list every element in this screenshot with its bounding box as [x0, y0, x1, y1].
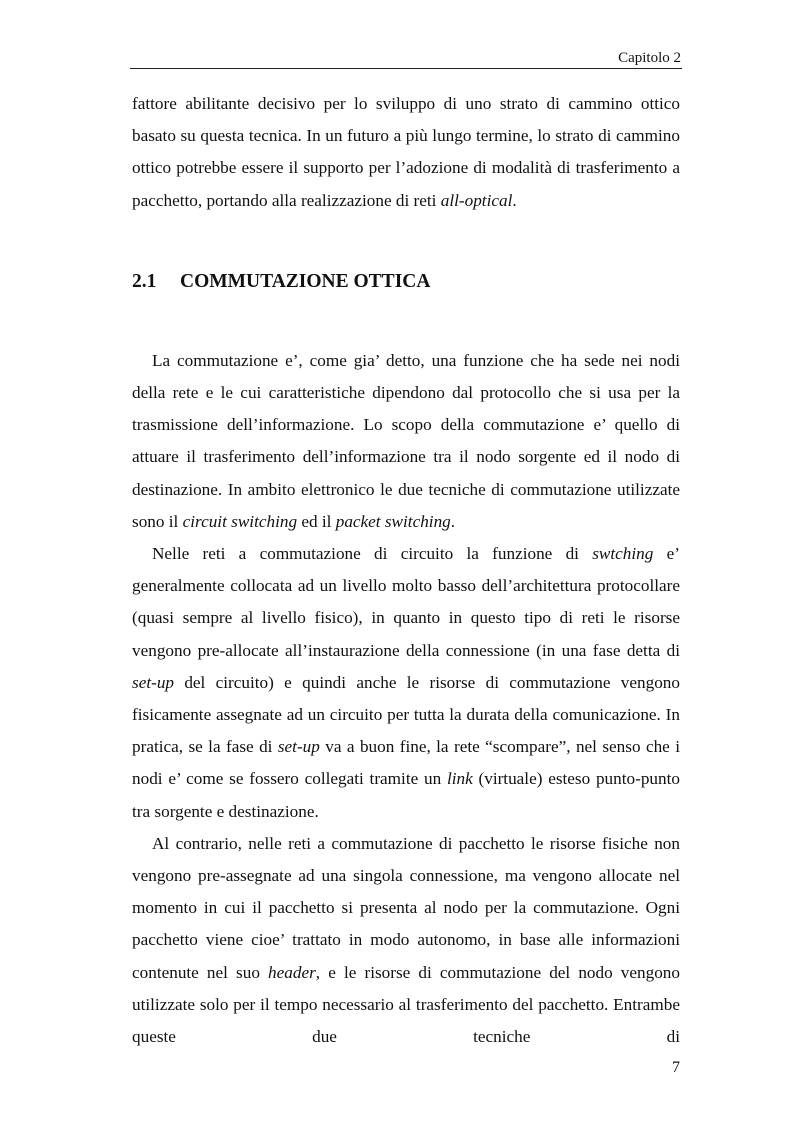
- section-number: 2.1: [132, 270, 157, 292]
- text-run: fattore abilitante decisivo per lo sviluppo di uno strato di cammino ottico basato su questa tecnica. In un futuro a più lungo termine, lo strato di cammino ottico potrebbe essere il supporto per l’adozione di modalità di trasferimento a pacchetto, portando alla realizzazione di reti: [132, 94, 680, 210]
- running-header: Capitolo 2: [618, 50, 681, 66]
- text-run: Nelle reti a commutazione di circuito la funzione di: [152, 544, 593, 564]
- text-run: (virtuale) esteso punto-punto tra sorgente e destinazione.: [132, 769, 680, 821]
- italic-term: swtching: [592, 544, 654, 564]
- text-run: del circuito) e quindi anche le risorse di commutazione vengono fisicamente assegnate ad un circuito per tutta la durata della comunicazione. In pratica, se la fase di: [132, 672, 680, 757]
- page-number: 7: [672, 1059, 680, 1076]
- paragraph: [132, 538, 680, 828]
- italic-term: header: [268, 962, 316, 982]
- text-run: va a buon fine, la rete “scompare”, nel senso che i nodi e’ come se fossero collegati tramite un: [132, 737, 680, 789]
- paragraph: [132, 88, 680, 217]
- italic-term: circuit switching: [182, 511, 298, 531]
- text-run: ed il: [297, 511, 336, 531]
- section-heading: [132, 269, 680, 295]
- text-run: e’ generalmente collocata ad un livello molto basso dell’architettura protocollare (quasi sempre al livello fisico), in quanto in questo tipo di reti le risorse vengono pre-allocate all’instaurazione della connessione (in una fase detta di: [132, 544, 680, 660]
- italic-term: set-up: [277, 737, 320, 757]
- text-run: , e le risorse di commutazione del nodo vengono utilizzate solo per il tempo necessario al trasferimento del pacchetto. Entrambe queste due tecniche di: [132, 962, 680, 1047]
- text-run: Al contrario, nelle reti a commutazione di pacchetto le risorse fisiche non vengono pre-assegnate ad una singola connessione, ma vengono allocate nel momento in cui il pacchetto si presenta al nodo per la commutazione. Ogni pacchetto viene cioe’ trattato in modo autonomo, in base alle informazioni contenute nel suo: [132, 833, 680, 982]
- italic-term: packet switching: [335, 511, 451, 531]
- text-run: .: [512, 190, 517, 210]
- paragraph: [132, 828, 680, 1053]
- italic-term: set-up: [132, 672, 175, 692]
- page-body: [132, 88, 680, 1053]
- header-rule: [130, 68, 682, 69]
- text-run: .: [450, 511, 456, 531]
- section-title: COMMUTAZIONE OTTICA: [180, 270, 431, 292]
- paragraph: [132, 345, 680, 538]
- text-run: La commutazione e’, come gia’ detto, una funzione che ha sede nei nodi della rete e le cui caratteristiche dipendono dal protocollo che si usa per la trasmissione dell’informazione. Lo scopo della commutazione e’ quello di attuare il trasferimento dell’informazione tra il nodo sorgente ed il nodo di destinazione. In ambito elettronico le due tecniche di commutazione utilizzate sono il: [132, 350, 680, 531]
- italic-term: all-optical: [440, 190, 513, 210]
- italic-term: link: [446, 769, 473, 789]
